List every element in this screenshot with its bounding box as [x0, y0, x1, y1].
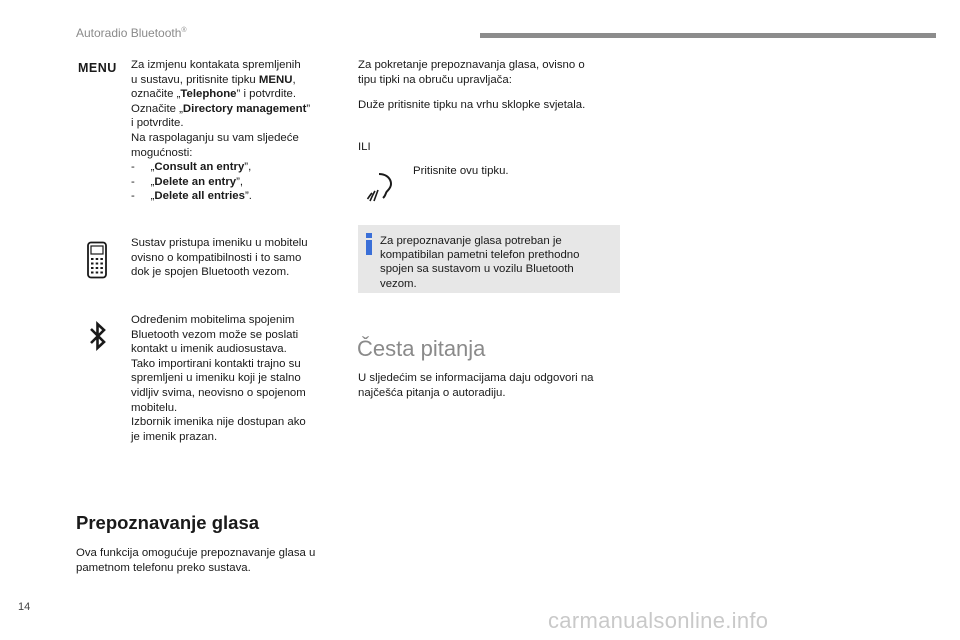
paragraph-line: pametnom telefonu preko sustava.: [76, 561, 251, 574]
note-line: Sustav pristupa imeniku u mobitelu: [131, 237, 308, 249]
list-item-prefix: - „: [131, 161, 155, 174]
note-line: Tako importirani kontakti trajno su: [131, 357, 301, 370]
punctuation: ”: [306, 102, 311, 115]
info-line: kompatibilan pametni telefon prethodno: [380, 249, 580, 262]
bluetooth-import-note: [131, 313, 306, 444]
paragraph-line: U sljedećim se informacijama daju odgovori na: [358, 372, 594, 384]
watermark: carmanualsonline.info: [548, 608, 769, 633]
bluetooth-icon: [88, 321, 108, 351]
long-press-instruction: Duže pritisnite tipku na vrhu sklopke svjetala.: [358, 99, 586, 111]
info-line: Za prepoznavanje glasa potreban je: [380, 235, 562, 247]
page-number: 14: [18, 601, 31, 613]
running-header: [76, 26, 187, 40]
info-line: spojen sa sustavom u vozilu Bluetooth: [380, 263, 574, 276]
registered-mark: ®: [181, 27, 187, 34]
note-line: Određenim mobitelima spojenim: [131, 314, 295, 326]
header-bar: [480, 33, 936, 38]
delete-entry-option: Delete an entry: [154, 175, 237, 188]
faq-heading: Česta pitanja: [357, 336, 486, 361]
menu-line: mogućnosti:: [131, 146, 193, 159]
phone-directory-note: [131, 236, 308, 280]
note-line: kontakt u imenik audiosustava.: [131, 343, 287, 356]
paragraph-line: Ova funkcija omogućuje prepoznavanje glasa u: [76, 547, 316, 559]
voice-start-intro: [358, 58, 585, 87]
running-header-title: Autoradio Bluetooth: [76, 26, 182, 40]
punctuation: ,: [292, 73, 296, 86]
list-item-prefix: - „: [131, 175, 155, 188]
menu-line: Označite „: [131, 102, 183, 115]
menu-key-name: MENU: [258, 73, 293, 86]
menu-line: i potvrdite.: [131, 117, 184, 130]
punctuation: ”,: [236, 175, 244, 188]
press-button-instruction: Pritisnite ovu tipku.: [413, 165, 509, 177]
list-item-prefix: - „: [131, 190, 155, 203]
voice-recognition-heading: Prepoznavanje glasa: [76, 512, 260, 533]
note-line: vidljiv svima, neovisno o spojenom: [131, 386, 306, 399]
voice-command-icon: [365, 169, 399, 203]
menu-line: označite „: [131, 88, 181, 101]
faq-text: [358, 371, 594, 400]
paragraph-line: Za pokretanje prepoznavanja glasa, ovisno o: [358, 59, 585, 71]
punctuation: ”.: [244, 190, 252, 203]
menu-line: Na raspolaganju su vam sljedeće: [131, 131, 299, 144]
punctuation: ”,: [244, 161, 252, 174]
note-line: spremljeni u imeniku koji je stalno: [131, 372, 301, 385]
delete-all-entries-option: Delete all entries: [154, 190, 245, 203]
note-line: je imenik prazan.: [131, 430, 218, 443]
paragraph-line: tipu tipki na obruču upravljača:: [358, 73, 512, 86]
menu-line: u sustavu, pritisnite tipku: [131, 73, 259, 86]
info-line: vezom.: [380, 277, 417, 290]
directory-management-option: Directory management: [182, 102, 307, 115]
menu-key-icon: MENU: [78, 61, 117, 75]
note-line: Bluetooth vezom može se poslati: [131, 328, 299, 341]
paragraph-line: najčešća pitanja o autoradiju.: [358, 386, 506, 399]
note-line: ovisno o kompatibilnosti i to samo: [131, 251, 302, 264]
menu-instructions: [131, 58, 310, 204]
telephone-option: Telephone: [180, 88, 237, 101]
info-icon: [365, 233, 373, 255]
consult-entry-option: Consult an entry: [154, 161, 245, 174]
info-text: [380, 234, 616, 291]
mobile-phone-icon: [86, 241, 108, 279]
info-box: [358, 225, 620, 293]
voice-recognition-text: [76, 546, 315, 575]
note-line: Izbornik imenika nije dostupan ako: [131, 416, 306, 429]
menu-line: Za izmjenu kontakata spremljenih: [131, 59, 301, 71]
or-separator: ILI: [358, 141, 371, 153]
menu-line: ” i potvrdite.: [236, 88, 297, 101]
note-line: mobitelu.: [131, 401, 178, 414]
note-line: dok je spojen Bluetooth vezom.: [131, 266, 290, 279]
